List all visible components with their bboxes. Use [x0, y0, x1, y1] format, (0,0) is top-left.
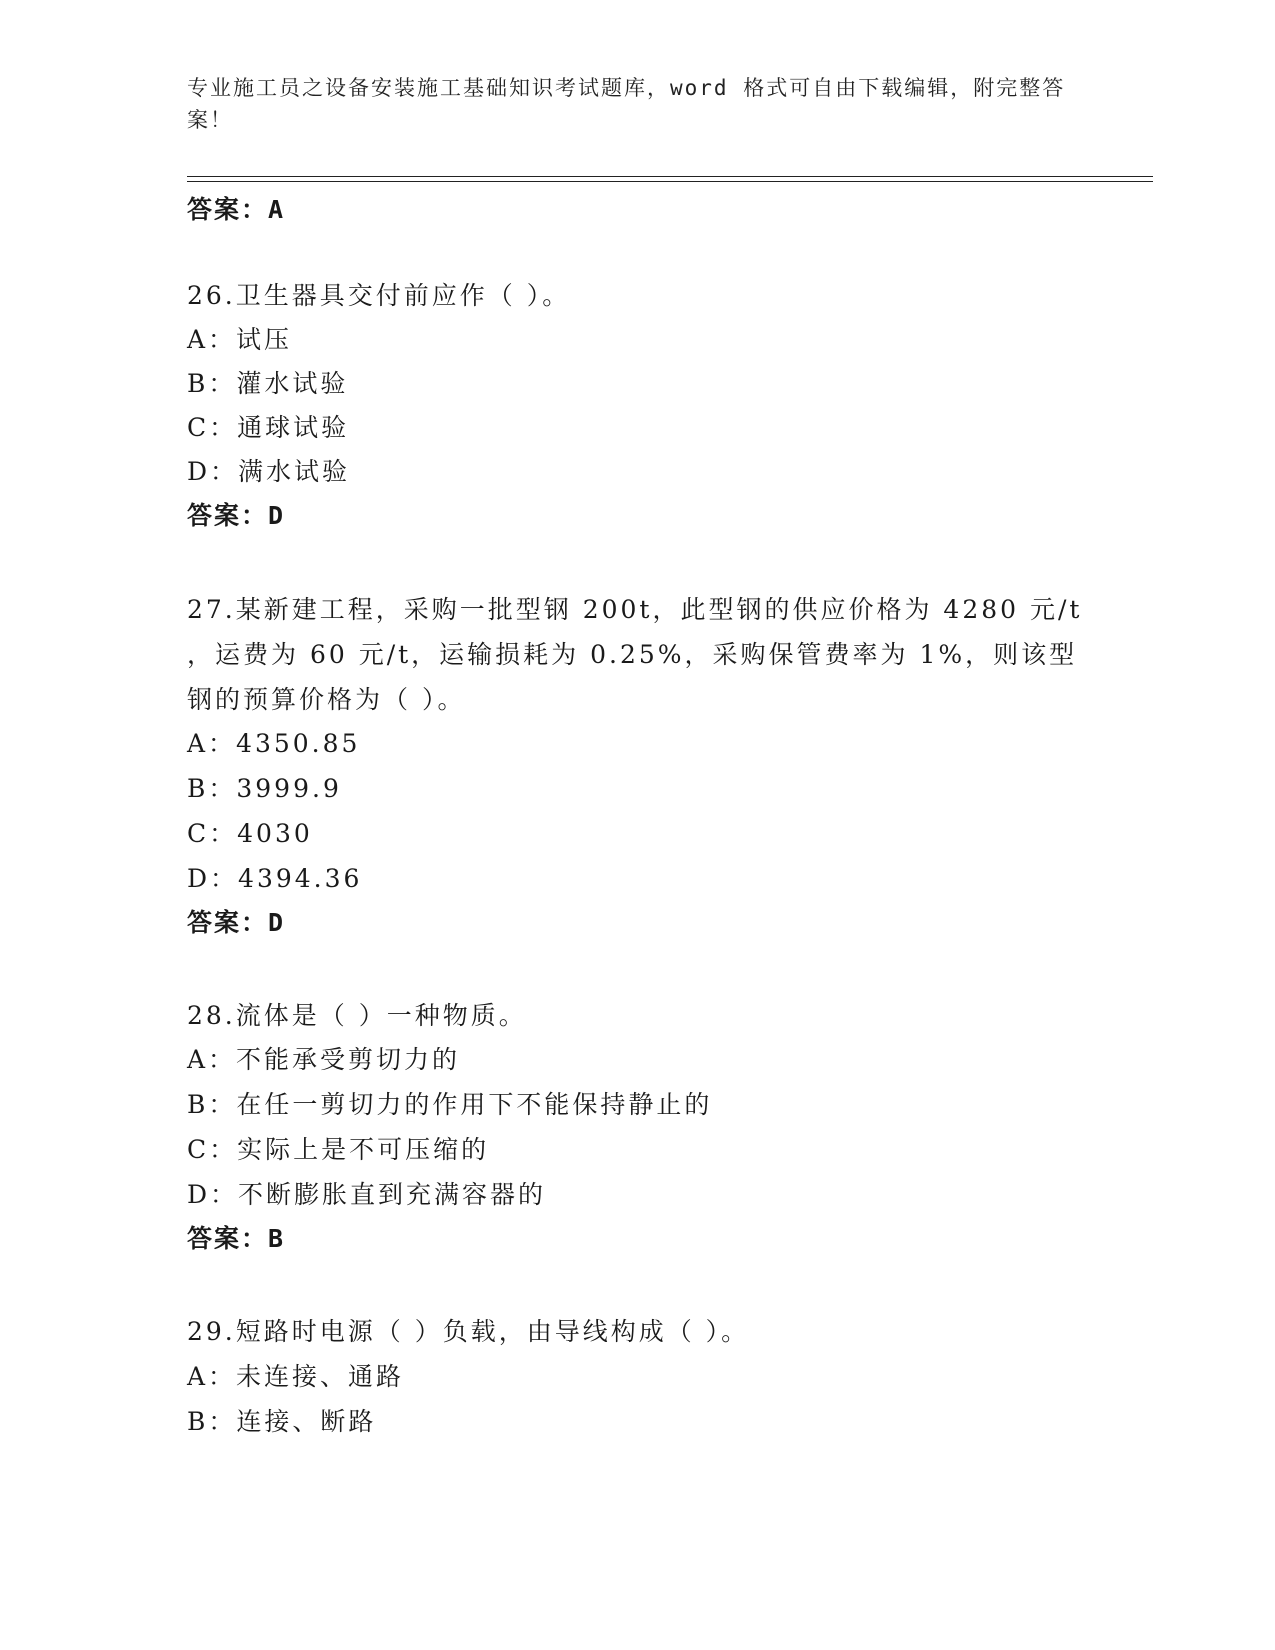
- document-header: 专业施工员之设备安装施工基础知识考试题库，word 格式可自由下载编辑，附完整答案！: [187, 76, 1066, 132]
- question-29-option-b: B：连接、断路: [187, 1407, 377, 1436]
- header-rule-top: [187, 176, 1153, 177]
- question-27-option-b: B：3999.9: [187, 774, 342, 803]
- question-28-stem: 28.流体是（ ）一种物质。: [187, 1001, 527, 1030]
- question-27-stem-line-2: ，运费为 60 元/t，运输损耗为 0.25%，采购保管费率为 1%，则该型: [187, 640, 1078, 669]
- question-26-answer: 答案：D: [187, 501, 286, 530]
- question-27-answer: 答案：D: [187, 908, 286, 937]
- question-28-answer: 答案：B: [187, 1224, 286, 1253]
- question-28-option-c: C：实际上是不可压缩的: [187, 1135, 490, 1164]
- header-rule-bottom: [187, 181, 1153, 182]
- question-26-option-d: D：满水试验: [187, 457, 351, 486]
- answer-prev: 答案：A: [187, 195, 286, 224]
- question-27-option-a: A：4350.85: [187, 729, 361, 758]
- question-28-option-b: B：在任一剪切力的作用下不能保持静止的: [187, 1090, 713, 1119]
- question-27-option-c: C：4030: [187, 819, 313, 848]
- question-28-option-a: A：不能承受剪切力的: [187, 1045, 461, 1074]
- question-26-option-c: C：通球试验: [187, 413, 350, 442]
- question-27-stem-line-1: 27.某新建工程，采购一批型钢 200t，此型钢的供应价格为 4280 元/t: [187, 595, 1083, 624]
- question-29-stem: 29.短路时电源（ ）负载，由导线构成（ ）。: [187, 1317, 750, 1346]
- question-27-option-d: D：4394.36: [187, 864, 363, 893]
- question-27-stem-line-3: 钢的预算价格为（ ）。: [187, 685, 466, 714]
- question-26-option-b: B：灌水试验: [187, 369, 349, 398]
- question-28-option-d: D：不断膨胀直到充满容器的: [187, 1180, 547, 1209]
- question-26-stem: 26.卫生器具交付前应作（ ）。: [187, 281, 571, 310]
- question-26-option-a: A：试压: [187, 325, 293, 354]
- question-29-option-a: A：未连接、通路: [187, 1362, 405, 1391]
